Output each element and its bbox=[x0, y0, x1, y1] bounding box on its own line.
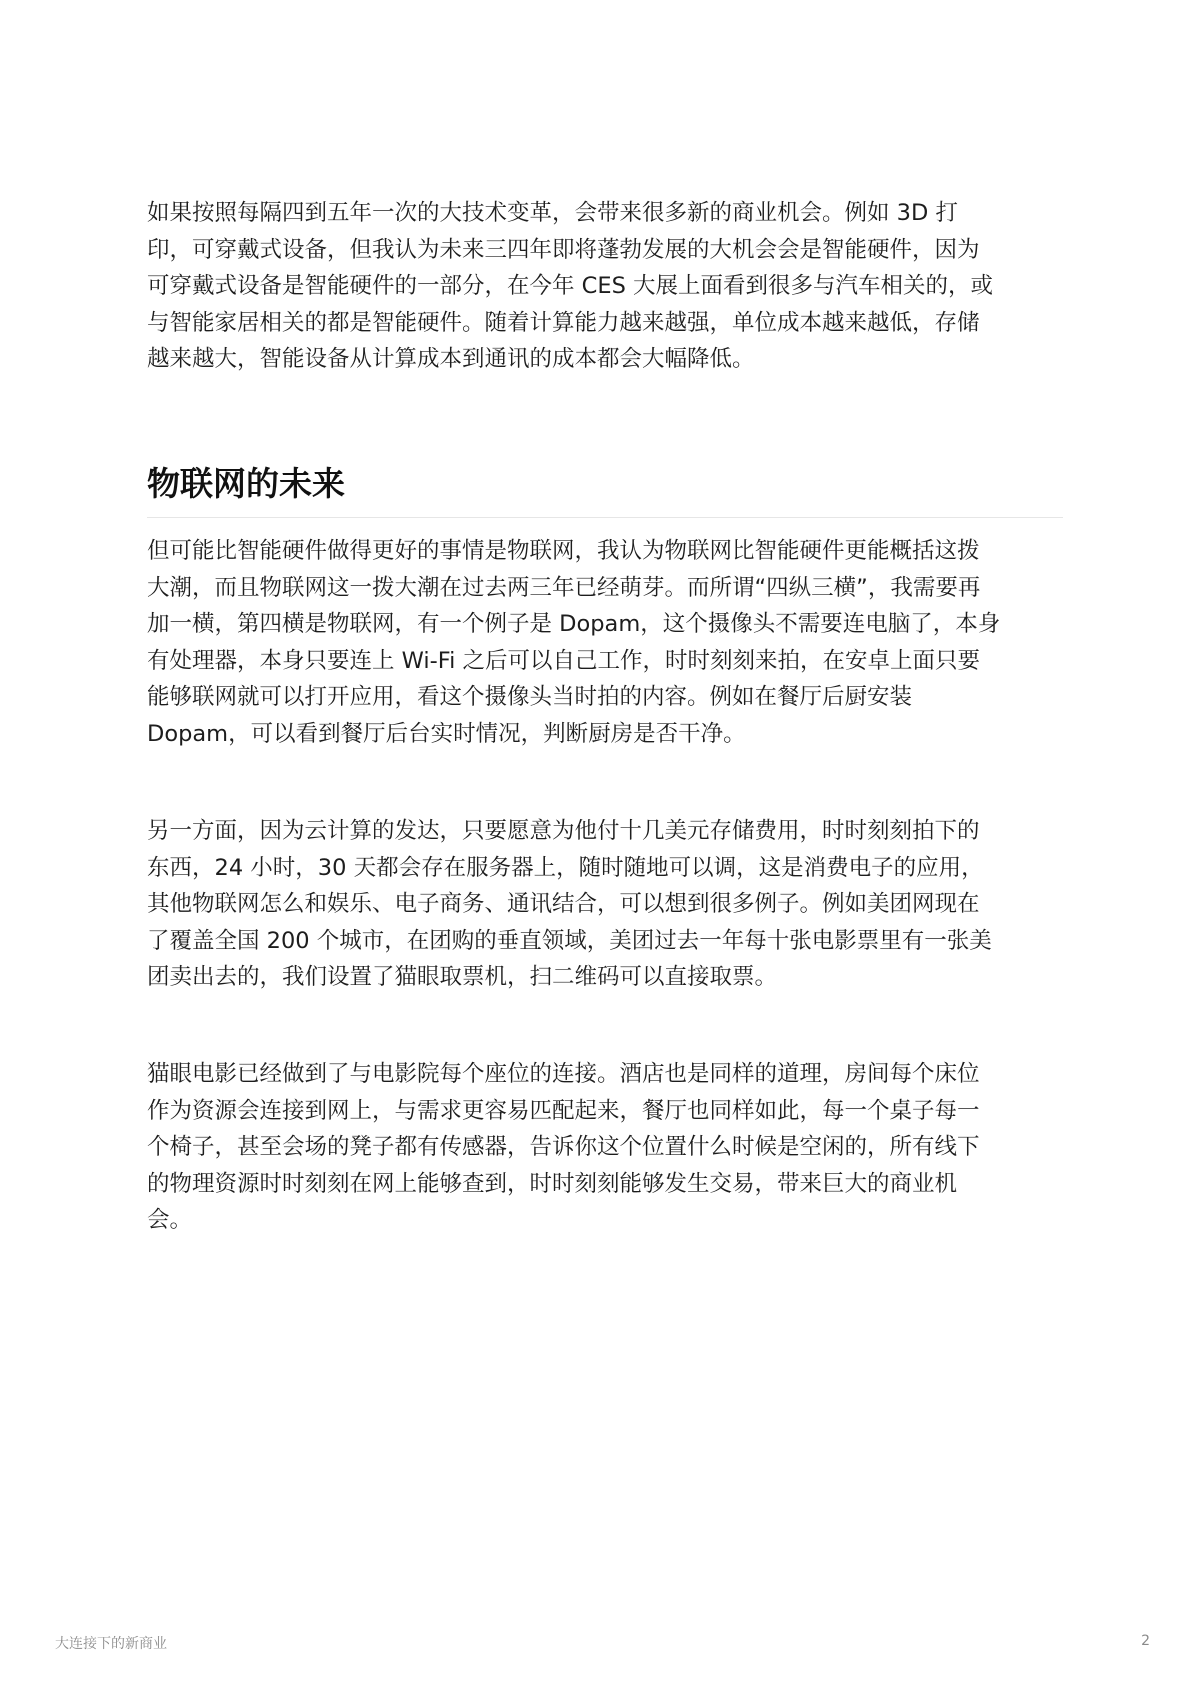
text-line: 印，可穿戴式设备，但我认为未来三四年即将蓬勃发展的大机会会是智能硬件，因为 bbox=[147, 236, 980, 263]
text-line: 会。 bbox=[147, 1207, 193, 1233]
paragraph-iot bbox=[147, 533, 1077, 752]
text-line: 作为资源会连接到网上，与需求更容易匹配起来，餐厅也同样如此，每一个桌子每一 bbox=[147, 1097, 980, 1124]
text-line: 能够联网就可以打开应用，看这个摄像头当时拍的内容。例如在餐厅后厨安装 bbox=[147, 684, 913, 710]
paragraph-cloud bbox=[147, 813, 1077, 996]
section-heading: 物联网的未来 bbox=[147, 464, 345, 503]
footer-title: 大连接下的新商业 bbox=[55, 1636, 167, 1652]
text-line: 加一横，第四横是物联网，有一个例子是 Dopam，这个摄像头不需要连电脑了，本身 bbox=[147, 611, 1001, 637]
text-line: 另一方面，因为云计算的发达，只要愿意为他付十几美元存储费用，时时刻刻拍下的 bbox=[147, 818, 980, 844]
text-line: 越来越大，智能设备从计算成本到通讯的成本都会大幅降低。 bbox=[147, 346, 755, 372]
text-line: 大潮，而且物联网这一拨大潮在过去两三年已经萌芽。而所谓“四纵三横”，我需要再 bbox=[147, 574, 981, 601]
text-line: 的物理资源时时刻刻在网上能够查到，时时刻刻能够发生交易，带来巨大的商业机 bbox=[147, 1170, 958, 1197]
text-line: 如果按照每隔四到五年一次的大技术变革，会带来很多新的商业机会。例如 3D 打 bbox=[147, 200, 958, 226]
text-line: 东西，24 小时，30 天都会存在服务器上，随时随地可以调，这是消费电子的应用， bbox=[147, 854, 984, 881]
text-line: 个椅子，甚至会场的凳子都有传感器，告诉你这个位置什么时候是空闲的，所有线下 bbox=[147, 1134, 980, 1160]
text-line: 但可能比智能硬件做得更好的事情是物联网，我认为物联网比智能硬件更能概括这拨 bbox=[147, 538, 980, 564]
page-number: 2 bbox=[1141, 1633, 1150, 1649]
heading-divider bbox=[147, 517, 1063, 518]
text-line: 其他物联网怎么和娱乐、电子商务、通讯结合，可以想到很多例子。例如美团网现在 bbox=[147, 891, 980, 917]
text-line: Dopam，可以看到餐厅后台实时情况，判断厨房是否干净。 bbox=[147, 720, 746, 747]
text-line: 团卖出去的，我们设置了猫眼取票机，扫二维码可以直接取票。 bbox=[147, 964, 778, 990]
paragraph-maoyan bbox=[147, 1056, 1077, 1239]
text-line: 了覆盖全国 200 个城市，在团购的垂直领域，美团过去一年每十张电影票里有一张美 bbox=[147, 927, 992, 954]
text-line: 猫眼电影已经做到了与电影院每个座位的连接。酒店也是同样的道理，房间每个床位 bbox=[147, 1061, 980, 1087]
text-line: 可穿戴式设备是智能硬件的一部分，在今年 CES 大展上面看到很多与汽车相关的，或 bbox=[147, 273, 994, 299]
text-line: 与智能家居相关的都是智能硬件。随着计算能力越来越强，单位成本越来越低，存储 bbox=[147, 309, 980, 336]
text-line: 有处理器，本身只要连上 Wi-Fi 之后可以自己工作，时时刻刻来拍，在安卓上面只要 bbox=[147, 647, 980, 674]
paragraph-intro bbox=[147, 195, 1077, 378]
